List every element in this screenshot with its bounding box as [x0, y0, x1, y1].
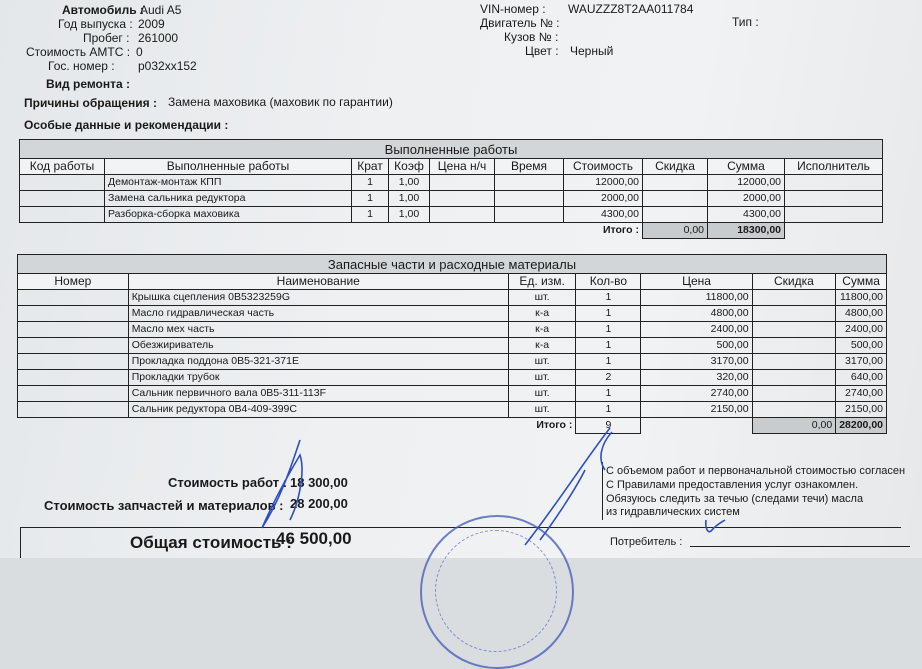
- works-cell-name: Замена сальника редуктора: [105, 191, 352, 207]
- parts-cell-name: Крышка сцепления 0В5323259G: [128, 290, 508, 306]
- parts-cell-discount: [752, 290, 836, 306]
- works-header-3: Коэф: [389, 159, 430, 175]
- parts-cell-unit: шт.: [508, 386, 576, 402]
- parts-cell-qty: 1: [576, 306, 641, 322]
- repair-type-label: Вид ремонта :: [46, 77, 131, 91]
- works-header-0: Код работы: [20, 159, 105, 175]
- parts-header-4: Цена: [641, 274, 752, 290]
- parts-cell-qty: 1: [576, 322, 641, 338]
- parts-cell-unit: к-а: [508, 338, 576, 354]
- parts-header-2: Ед. изм.: [508, 274, 576, 290]
- plate-value: p032xx152: [138, 59, 197, 73]
- parts-cell-discount: [752, 354, 836, 370]
- parts-cell-sum: 4800,00: [836, 306, 887, 322]
- works-cell-koef: 1,00: [389, 191, 430, 207]
- table-row: [18, 402, 887, 418]
- color-label: Цвет :: [525, 44, 559, 58]
- works-table: [19, 139, 883, 239]
- parts-cell-price: 320,00: [641, 370, 752, 386]
- car-label: Автомобиль :: [62, 3, 144, 17]
- parts-cell-sum: 3170,00: [836, 354, 887, 370]
- parts-cell-name: Масло мех часть: [128, 322, 508, 338]
- works-header-5: Время: [495, 159, 564, 175]
- parts-cell-discount: [752, 322, 836, 338]
- works-cell-discount: [643, 175, 708, 191]
- parts-cell-price: 2400,00: [641, 322, 752, 338]
- parts-cell-qty: 1: [576, 386, 641, 402]
- works-cell-sum: 2000,00: [708, 191, 785, 207]
- parts-cell-name: Сальник первичного вала 0В5-311-113F: [128, 386, 508, 402]
- parts-total-qty: 9: [576, 418, 641, 434]
- parts-cell-unit: к-а: [508, 306, 576, 322]
- parts-cell-qty: 1: [576, 338, 641, 354]
- parts-cell-num: [18, 338, 129, 354]
- works-cell-time: [495, 207, 564, 223]
- table-row: [20, 191, 883, 207]
- works-cell-koef: 1,00: [389, 175, 430, 191]
- parts-cell-name: Прокладка поддона 0В5-321-371Е: [128, 354, 508, 370]
- year-label: Год выпуска :: [58, 17, 133, 31]
- parts-cell-discount: [752, 370, 836, 386]
- cost-value: 0: [136, 45, 143, 59]
- parts-cell-discount: [752, 338, 836, 354]
- parts-cell-price: 11800,00: [641, 290, 752, 306]
- works-cell-koef: 1,00: [389, 207, 430, 223]
- parts-cell-qty: 1: [576, 354, 641, 370]
- consent-line-1: С объемом работ и первоначальной стоимостью согласен: [606, 465, 906, 477]
- parts-cell-sum: 2150,00: [836, 402, 887, 418]
- year-value: 2009: [138, 17, 165, 31]
- consent-line-2: С Правилами предоставления услуг ознакомлен.: [606, 479, 859, 491]
- parts-cell-discount: [752, 306, 836, 322]
- works-header-1: Выполненные работы: [105, 159, 352, 175]
- works-cell-cost: 4300,00: [564, 207, 643, 223]
- works-cost-label: Стоимость работ :: [168, 475, 288, 490]
- table-row: [18, 370, 887, 386]
- consent-line-4: из гидравлических систем: [606, 506, 740, 518]
- table-row: [18, 290, 887, 306]
- parts-header-6: Сумма: [836, 274, 887, 290]
- table-row: [18, 338, 887, 354]
- table-row: [18, 354, 887, 370]
- parts-header-0: Номер: [18, 274, 129, 290]
- reason-value: Замена маховика (маховик по гарантии): [168, 95, 393, 109]
- cost-label: Стоимость АМТС :: [26, 45, 131, 59]
- works-header-4: Цена н/ч: [430, 159, 495, 175]
- parts-cell-name: Обезжириватель: [128, 338, 508, 354]
- vin-value: WAUZZZ8T2AA011784: [568, 2, 694, 16]
- table-row: [18, 322, 887, 338]
- works-cell-discount: [643, 191, 708, 207]
- parts-title: Запасные части и расходные материалы: [18, 255, 887, 274]
- parts-total-sum: 28200,00: [836, 418, 887, 434]
- works-cell-name: Разборка-сборка маховика: [105, 207, 352, 223]
- parts-cell-qty: 2: [576, 370, 641, 386]
- table-row: [20, 175, 883, 191]
- works-cell-sum: 4300,00: [708, 207, 785, 223]
- parts-cell-unit: шт.: [508, 370, 576, 386]
- works-cell-worker: [785, 191, 883, 207]
- works-title: Выполненные работы: [20, 140, 883, 159]
- grand-total-value: 46 500,00: [276, 529, 352, 548]
- works-cell-worker: [785, 175, 883, 191]
- parts-cell-qty: 1: [576, 402, 641, 418]
- parts-cell-discount: [752, 402, 836, 418]
- engine-label: Двигатель № :: [480, 16, 560, 30]
- grand-total-label: Общая стоимость :: [130, 533, 292, 552]
- consent-line-3: Обязуюсь следить за течью (следами течи) масла: [606, 493, 864, 505]
- works-cell-krat: 1: [352, 175, 389, 191]
- parts-cell-num: [18, 306, 129, 322]
- special-label: Особые данные и рекомендации :: [24, 118, 229, 132]
- table-row: [18, 386, 887, 402]
- parts-cell-num: [18, 370, 129, 386]
- works-cell-code: [20, 175, 105, 191]
- parts-cell-name: Сальник редуктора 0В4-409-399С: [128, 402, 508, 418]
- parts-cell-num: [18, 402, 129, 418]
- works-cell-time: [495, 191, 564, 207]
- parts-cost-label: Стоимость запчастей и материалов :: [44, 498, 284, 513]
- parts-cell-unit: шт.: [508, 402, 576, 418]
- parts-cell-sum: 2400,00: [836, 322, 887, 338]
- mileage-label: Пробег :: [83, 31, 130, 45]
- consumer-signature-line: [690, 546, 910, 547]
- works-cell-code: [20, 207, 105, 223]
- parts-cell-num: [18, 322, 129, 338]
- parts-cell-price: 4800,00: [641, 306, 752, 322]
- table-row: [20, 207, 883, 223]
- works-header-9: Исполнитель: [785, 159, 883, 175]
- works-header-2: Крат: [352, 159, 389, 175]
- works-cost-value: 18 300,00: [290, 475, 348, 490]
- parts-cell-num: [18, 386, 129, 402]
- type-label: Тип :: [732, 15, 759, 29]
- works-total-label: Итого :: [602, 224, 639, 237]
- works-cell-cost: 12000,00: [564, 175, 643, 191]
- parts-cell-sum: 11800,00: [836, 290, 887, 306]
- parts-cell-unit: шт.: [508, 290, 576, 306]
- parts-cell-sum: 2740,00: [836, 386, 887, 402]
- table-row: [18, 306, 887, 322]
- parts-cell-name: Прокладки трубок: [128, 370, 508, 386]
- parts-cell-price: 500,00: [641, 338, 752, 354]
- works-cell-price: [430, 207, 495, 223]
- parts-cell-price: 2150,00: [641, 402, 752, 418]
- parts-cost-value: 28 200,00: [290, 496, 348, 511]
- parts-cell-unit: шт.: [508, 354, 576, 370]
- parts-header-3: Кол-во: [576, 274, 641, 290]
- works-cell-discount: [643, 207, 708, 223]
- works-cell-sum: 12000,00: [708, 175, 785, 191]
- works-cell-price: [430, 175, 495, 191]
- parts-total-discount: 0,00: [752, 418, 836, 434]
- plate-label: Гос. номер :: [48, 59, 115, 73]
- works-total-discount: 0,00: [643, 223, 708, 239]
- parts-total-label: Итого :: [536, 419, 573, 432]
- works-cell-krat: 1: [352, 207, 389, 223]
- parts-cell-discount: [752, 386, 836, 402]
- parts-cell-sum: 500,00: [836, 338, 887, 354]
- works-header-7: Скидка: [643, 159, 708, 175]
- parts-cell-unit: к-а: [508, 322, 576, 338]
- works-header-8: Сумма: [708, 159, 785, 175]
- color-value: Черный: [570, 44, 614, 58]
- car-value: Audi A5: [140, 3, 182, 17]
- works-cell-worker: [785, 207, 883, 223]
- body-label: Кузов № :: [504, 30, 559, 44]
- parts-cell-name: Масло гидравлическая часть: [128, 306, 508, 322]
- works-total-sum: 18300,00: [708, 223, 785, 239]
- parts-cell-price: 2740,00: [641, 386, 752, 402]
- parts-cell-num: [18, 354, 129, 370]
- parts-header-1: Наименование: [128, 274, 508, 290]
- works-cell-price: [430, 191, 495, 207]
- parts-cell-price: 3170,00: [641, 354, 752, 370]
- works-cell-name: Демонтаж-монтаж КПП: [105, 175, 352, 191]
- works-cell-time: [495, 175, 564, 191]
- works-cell-krat: 1: [352, 191, 389, 207]
- parts-cell-qty: 1: [576, 290, 641, 306]
- parts-cell-sum: 640,00: [836, 370, 887, 386]
- consumer-label: Потребитель :: [610, 536, 683, 548]
- reason-label: Причины обращения :: [24, 96, 158, 110]
- parts-cell-num: [18, 290, 129, 306]
- parts-header-5: Скидка: [752, 274, 836, 290]
- stamp-inner-ring: [435, 530, 557, 652]
- mileage-value: 261000: [138, 31, 179, 45]
- vin-label: VIN-номер :: [480, 2, 546, 16]
- works-cell-code: [20, 191, 105, 207]
- parts-table: [17, 254, 887, 434]
- works-cell-cost: 2000,00: [564, 191, 643, 207]
- works-header-6: Стоимость: [564, 159, 643, 175]
